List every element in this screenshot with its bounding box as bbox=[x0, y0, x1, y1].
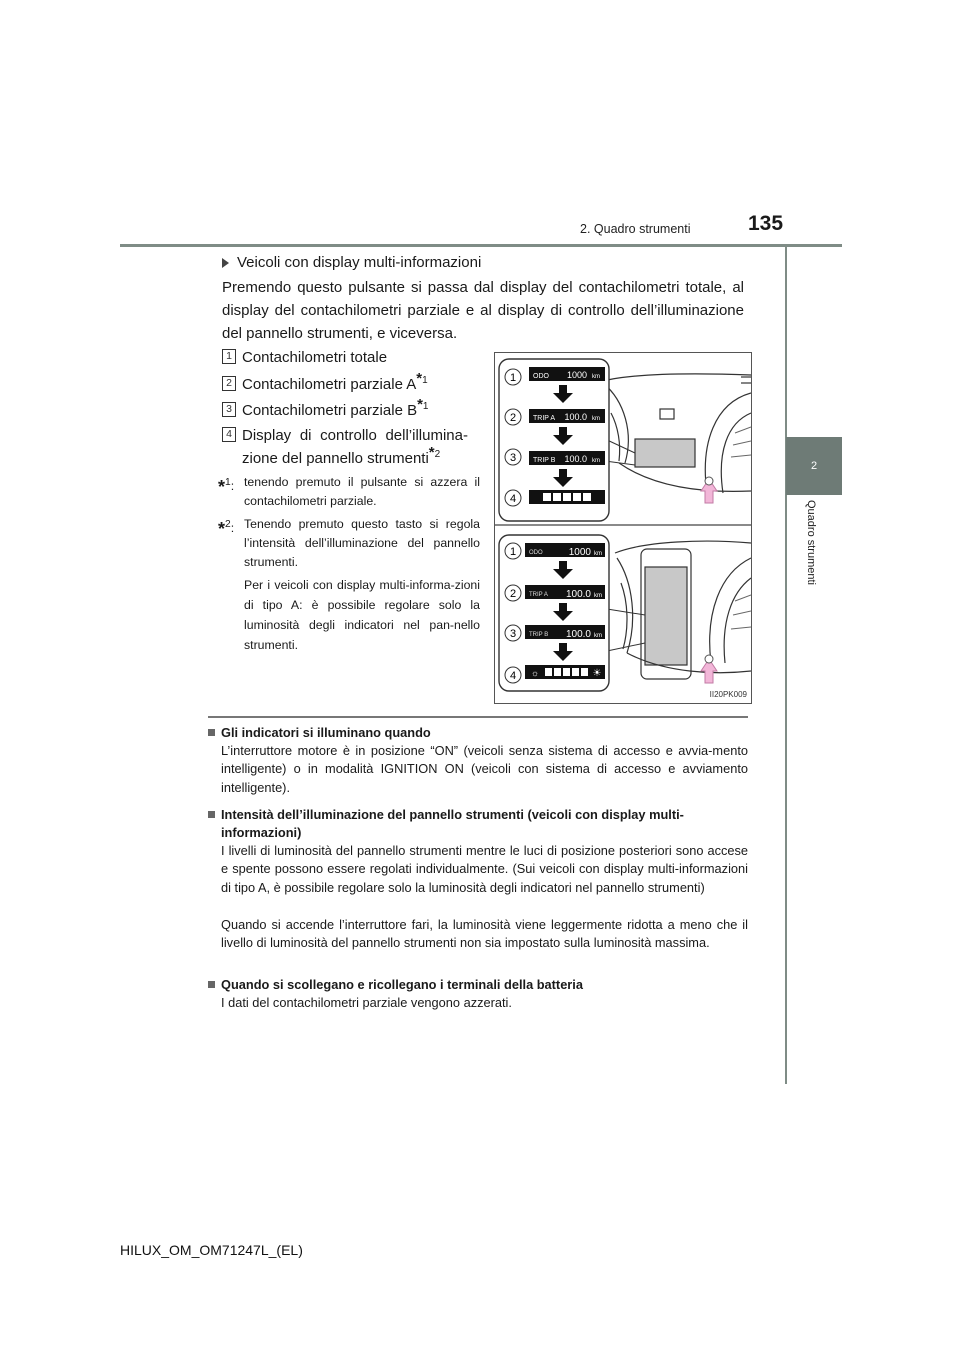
header-divider bbox=[120, 244, 842, 247]
triangle-bullet-icon bbox=[222, 258, 229, 268]
chapter-title: 2. Quadro strumenti bbox=[580, 222, 691, 236]
svg-text:km: km bbox=[592, 416, 600, 422]
section-divider bbox=[208, 716, 748, 718]
square-bullet-icon bbox=[208, 729, 215, 736]
svg-text:1000: 1000 bbox=[566, 370, 587, 380]
item-text: Contachilometri parziale $B^{*1}$ bbox=[242, 396, 429, 419]
item-number: 3 bbox=[222, 402, 236, 417]
svg-text:km: km bbox=[594, 633, 602, 639]
footnote-text: tenendo premuto il pulsante si azzera il contachilometri parziale. bbox=[244, 475, 480, 508]
chapter-tab-number: 2 bbox=[810, 460, 818, 472]
item-number: 2 bbox=[222, 376, 236, 391]
svg-text:1: 1 bbox=[509, 372, 517, 384]
intro-paragraph: Premendo questo pulsante si passa dal display del contachilometri totale, al display del contachilometri parziale e al display di controllo dell’illuminazione del pannello strumenti, e viceversa. bbox=[222, 279, 744, 342]
chapter-tab-label: Quadro strumenti bbox=[805, 500, 817, 585]
section-paragraph: I livelli di luminosità del pannello strumenti mentre le luci di posizione posteriori sono accese e spente possono essere regolati individualmente. (Sui veicoli con display multi-informazioni di tipo A, è possibile regolare solo la luminosità degli indicatori nel pannello strumenti) bbox=[221, 843, 748, 895]
svg-text:TRIP A: TRIP A bbox=[533, 415, 556, 422]
item-text: Contachilometri totale bbox=[242, 349, 388, 366]
section-heading: Gli indicatori si illuminano quando bbox=[208, 724, 748, 742]
svg-text:1: 1 bbox=[509, 546, 517, 558]
list-item bbox=[222, 346, 468, 369]
list-item bbox=[222, 424, 468, 470]
footnote: *$^2$: Tenendo premuto questo tasto si regola l’intensità dell’illuminazione del pannello strumenti. bbox=[218, 515, 480, 572]
svg-text:2: 2 bbox=[509, 588, 517, 600]
item-number: 1 bbox=[222, 349, 236, 364]
subheading bbox=[222, 254, 481, 271]
svg-text:1000: 1000 bbox=[568, 547, 591, 558]
item-text: Contachilometri parziale $A^{*1}$ bbox=[242, 370, 428, 393]
section-heading: Intensità dell’illuminazione del pannello strumenti (veicoli con display multi-informazioni) bbox=[208, 806, 748, 842]
svg-text:☀: ☀ bbox=[592, 668, 602, 679]
top-cluster-drawing bbox=[603, 374, 751, 493]
footnote-extra: Per i veicoli con display multi-informa-zioni di tipo A: è possibile regolare solo la luminosità degli indicatori nel pan-nello strumenti. bbox=[244, 578, 480, 652]
item-number: 4 bbox=[222, 427, 236, 442]
svg-text:4: 4 bbox=[509, 493, 517, 505]
svg-text:2: 2 bbox=[509, 412, 517, 424]
svg-text:TRIP B: TRIP B bbox=[533, 457, 556, 464]
svg-text:km: km bbox=[592, 458, 600, 464]
cluster-illustration bbox=[495, 353, 751, 703]
document-code: HILUX_OM_OM71247L_(EL) bbox=[120, 1242, 303, 1258]
svg-text:km: km bbox=[594, 593, 602, 599]
svg-text:TRIP A: TRIP A bbox=[529, 592, 548, 598]
section-paragraph: Quando si accende l’interruttore fari, la luminosità viene leggermente ridotta a meno che il livello di luminosità del pannello strumenti non sia impostato sulla luminosità massima. bbox=[221, 917, 748, 951]
svg-text:TRIP B: TRIP B bbox=[529, 632, 549, 638]
svg-text:3: 3 bbox=[509, 628, 517, 640]
chapter-tab bbox=[786, 437, 842, 495]
svg-text:☼: ☼ bbox=[530, 668, 540, 678]
svg-text:km: km bbox=[592, 374, 600, 380]
svg-text:100.0: 100.0 bbox=[564, 412, 587, 422]
svg-text:100.0: 100.0 bbox=[564, 454, 587, 464]
footnote: *$^1$: tenendo premuto il pulsante si azzera il contachilometri parziale. bbox=[218, 473, 480, 511]
square-bullet-icon bbox=[208, 811, 215, 818]
square-bullet-icon bbox=[208, 981, 215, 988]
svg-text:3: 3 bbox=[509, 452, 517, 464]
svg-text:100.0: 100.0 bbox=[565, 629, 591, 640]
section-paragraph: I dati del contachilometri parziale vengono azzerati. bbox=[221, 995, 512, 1010]
svg-text:km: km bbox=[594, 551, 602, 557]
instrument-cluster-figure bbox=[494, 352, 752, 704]
page-number: 135 bbox=[748, 212, 784, 235]
side-divider bbox=[785, 244, 787, 1084]
subheading-text: Veicoli con display multi-informazioni bbox=[237, 254, 482, 271]
list-item bbox=[222, 370, 468, 396]
section-heading: Quando si scollegano e ricollegano i terminali della batteria bbox=[208, 976, 748, 994]
list-item bbox=[222, 396, 468, 422]
svg-text:ODO: ODO bbox=[533, 373, 549, 380]
section-paragraph: L’interruttore motore è in posizione “ON” (veicoli senza sistema di accesso e avvia-mento intelligente) o in modalità IGNITION ON (veicoli con sistema di accesso e avviamento intelligente). bbox=[221, 743, 748, 795]
svg-text:ODO: ODO bbox=[529, 550, 543, 556]
footnote-text: Tenendo premuto questo tasto si regola l’intensità dell’illuminazione del pannello strumenti. bbox=[244, 517, 480, 569]
svg-text:II20PK009: II20PK009 bbox=[709, 690, 747, 699]
svg-text:4: 4 bbox=[509, 670, 517, 682]
svg-text:100.0: 100.0 bbox=[565, 589, 591, 600]
item-text: Display di controllo dell’illumina-zione del pannello strumenti$^{*2}$ bbox=[242, 427, 468, 467]
